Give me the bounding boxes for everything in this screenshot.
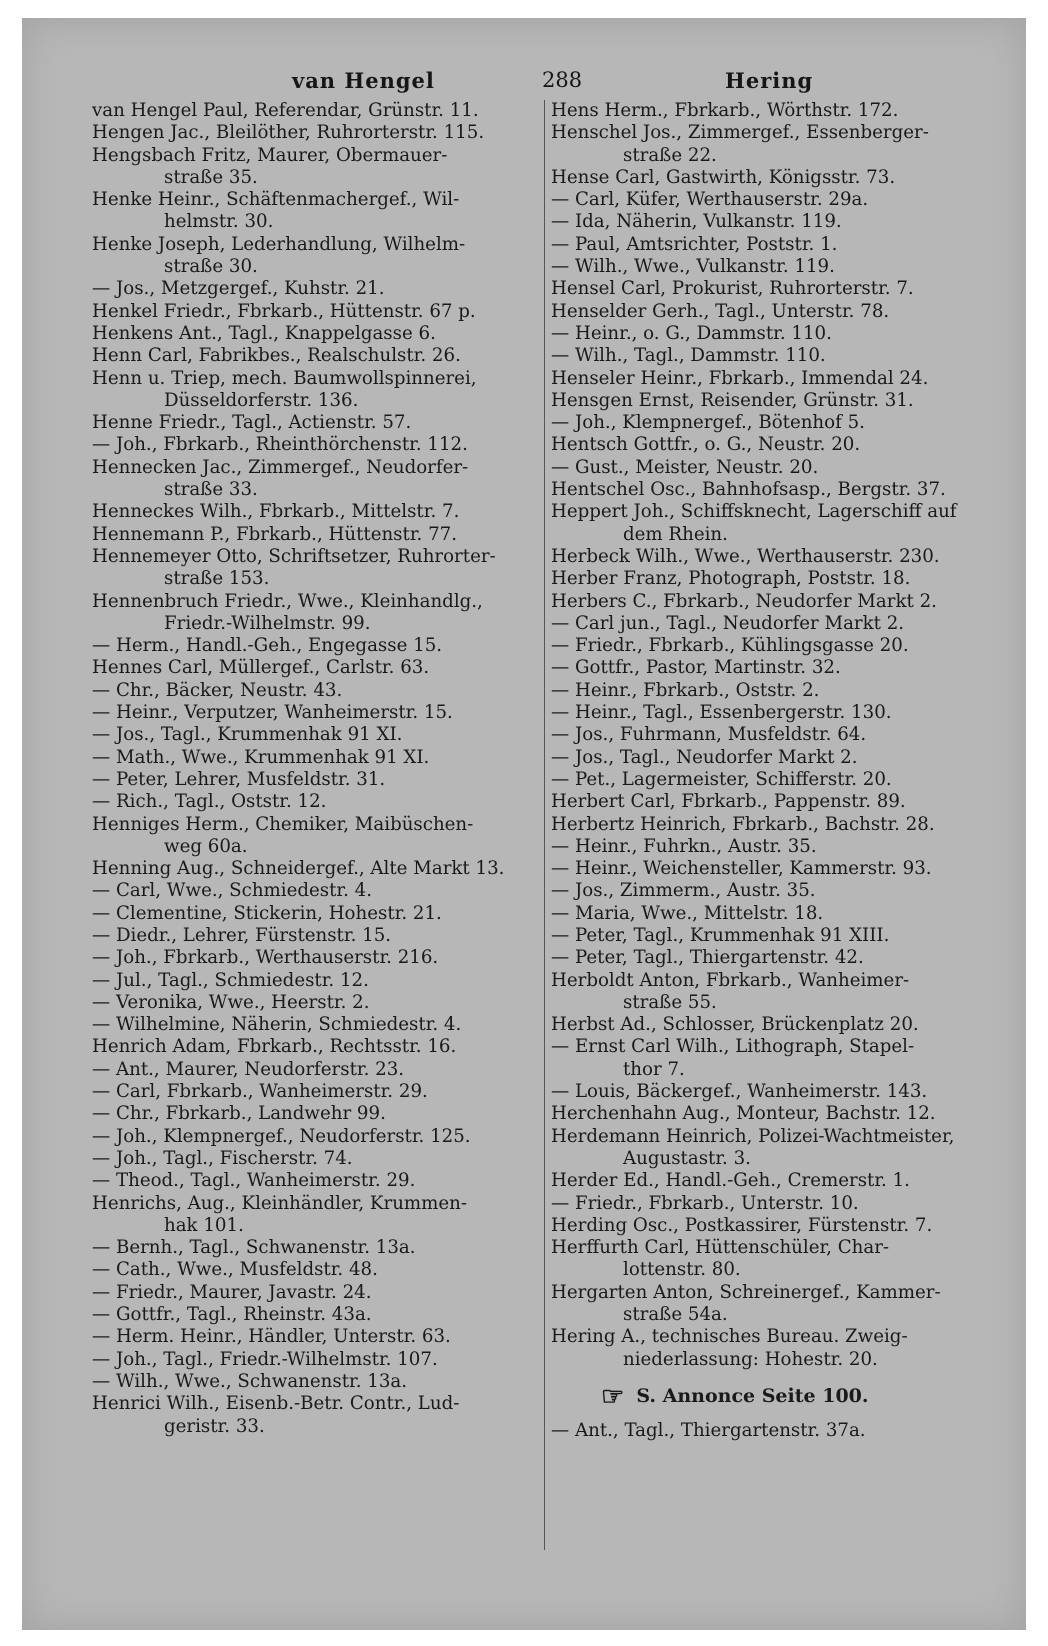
directory-entry (551, 858, 1001, 880)
entry-text: — Diedr., Lehrer, Fürstenstr. 15. (92, 924, 392, 946)
directory-entry (551, 568, 1001, 590)
entry-text: Herbertz Heinrich, Fbrkarb., Bachstr. 28. (551, 813, 935, 835)
entry-text: Henne Friedr., Tagl., Actienstr. 57. (92, 412, 412, 434)
directory-entry (92, 434, 532, 456)
directory-entry (92, 122, 532, 144)
directory-entry (92, 1081, 532, 1103)
directory-entry (551, 457, 1001, 479)
entry-text: Herdemann Heinrich, Polizei-Wachtmeister, (551, 1125, 955, 1147)
entry-text: — Heinr., Fuhrkn., Austr. 35. (551, 835, 817, 857)
directory-entry (551, 345, 1001, 367)
entry-text: — Ant., Maurer, Neudorferstr. 23. (92, 1058, 405, 1080)
entry-text: Hennemann P., Fbrkarb., Hüttenstr. 77. (92, 523, 457, 545)
entry-text: — Heinr., Verputzer, Wanheimerstr. 15. (92, 702, 453, 724)
entry-text: Herchenhahn Aug., Monteur, Bachstr. 12. (551, 1103, 936, 1125)
page-number: 288 (542, 68, 583, 92)
entry-text: — Wilh., Tagl., Dammstr. 110. (551, 345, 826, 367)
directory-entry (92, 546, 532, 591)
directory-entry (92, 189, 532, 234)
entry-text: Hering A., technisches Bureau. Zweig- (551, 1326, 908, 1348)
directory-entry (92, 791, 532, 813)
entry-text: Henkel Friedr., Fbrkarb., Hüttenstr. 67 p. (92, 300, 476, 322)
entry-text: Henning Aug., Schneidergef., Alte Markt 13. (92, 858, 505, 880)
entry-continuation: straße 33. (164, 479, 258, 501)
entry-text: — Ant., Tagl., Thiergartenstr. 37a. (551, 1420, 866, 1442)
entry-text: Henrichs, Aug., Kleinhändler, Krummen- (92, 1192, 468, 1214)
entry-text: Hensgen Ernst, Reisender, Grünstr. 31. (551, 389, 914, 411)
entry-continuation: lottenstr. 80. (623, 1259, 741, 1281)
pointing-hand-icon: ☞ (601, 1381, 625, 1412)
directory-entry (92, 769, 532, 791)
entry-text: — Heinr., Tagl., Essenbergerstr. 130. (551, 702, 892, 724)
directory-entry (92, 412, 532, 434)
entry-text: — Friedr., Fbrkarb., Kühlingsgasse 20. (551, 635, 909, 657)
directory-entry (551, 769, 1001, 791)
directory-entry (92, 591, 532, 636)
directory-entry (92, 368, 532, 413)
entry-text: — Joh., Tagl., Fischerstr. 74. (92, 1147, 353, 1169)
entry-continuation: straße 30. (164, 256, 258, 278)
entry-text: — Jos., Fuhrmann, Musfeldstr. 64. (551, 724, 867, 746)
entry-text: van Hengel Paul, Referendar, Grünstr. 11. (92, 100, 479, 121)
entry-text: — Clementine, Stickerin, Hohestr. 21. (92, 902, 442, 924)
directory-entry (92, 1014, 532, 1036)
entry-text: Henschel Jos., Zimmergef., Essenberger- (551, 122, 929, 144)
entry-text: — Carl, Fbrkarb., Wanheimerstr. 29. (92, 1081, 428, 1103)
directory-entry (92, 145, 532, 190)
directory-entry (551, 702, 1001, 724)
entry-continuation: straße 153. (164, 568, 270, 590)
entry-text: — Heinr., o. G., Dammstr. 110. (551, 322, 832, 344)
running-head-right: Hering (725, 68, 814, 93)
annonce-text: S. Annonce Seite 100. (636, 1384, 869, 1407)
directory-entry (551, 234, 1001, 256)
entry-text: — Herm., Handl.-Geh., Engegasse 15. (92, 635, 443, 657)
directory-entry (92, 947, 532, 969)
entry-text: — Heinr., Fbrkarb., Oststr. 2. (551, 679, 820, 701)
entry-text: Henke Joseph, Lederhandlung, Wilhelm- (92, 233, 466, 255)
entry-text: Herder Ed., Handl.-Geh., Cremerstr. 1. (551, 1170, 910, 1192)
left-column (92, 100, 532, 1438)
entry-text: — Chr., Fbrkarb., Landwehr 99. (92, 1103, 386, 1125)
entry-text: — Paul, Amtsrichter, Poststr. 1. (551, 233, 838, 255)
directory-entry (551, 1237, 1001, 1282)
directory-entry (551, 412, 1001, 434)
directory-entry (92, 501, 532, 523)
entry-text: Hentsch Gottfr., o. G., Neustr. 20. (551, 434, 861, 456)
entry-continuation: straße 54a. (623, 1304, 728, 1326)
directory-entry (551, 434, 1001, 456)
entry-text: — Gust., Meister, Neustr. 20. (551, 456, 819, 478)
directory-entry (551, 1326, 1001, 1371)
directory-entry (551, 1170, 1001, 1192)
entry-text: — Gottfr., Tagl., Rheinstr. 43a. (92, 1304, 372, 1326)
directory-entry (92, 1193, 532, 1238)
directory-entry (92, 724, 532, 746)
entry-text: — Rich., Tagl., Oststr. 12. (92, 791, 327, 813)
directory-entry (92, 1036, 532, 1058)
directory-entry (551, 301, 1001, 323)
directory-entry (92, 880, 532, 902)
column-divider (544, 100, 545, 1550)
directory-entry (551, 925, 1001, 947)
entry-text: — Theod., Tagl., Wanheimerstr. 29. (92, 1170, 416, 1192)
entry-text: Herbert Carl, Fbrkarb., Pappenstr. 89. (551, 791, 906, 813)
entry-text: Henneckes Wilh., Fbrkarb., Mittelstr. 7. (92, 501, 460, 523)
directory-entry (551, 591, 1001, 613)
entry-text: — Joh., Fbrkarb., Werthauserstr. 216. (92, 947, 439, 969)
directory-entry (551, 501, 1001, 546)
entry-text: — Carl jun., Tagl., Neudorfer Markt 2. (551, 612, 905, 634)
entry-text: — Heinr., Weichensteller, Kammerstr. 93. (551, 858, 932, 880)
directory-entry (551, 211, 1001, 233)
entry-text: — Peter, Tagl., Krummenhak 91 XIII. (551, 924, 890, 946)
directory-entry (92, 1349, 532, 1371)
entry-text: — Cath., Wwe., Musfeldstr. 48. (92, 1259, 378, 1281)
entry-text: Herber Franz, Photograph, Poststr. 18. (551, 568, 911, 590)
entry-text: Henseler Heinr., Fbrkarb., Immendal 24. (551, 367, 929, 389)
directory-entry (551, 613, 1001, 635)
directory-entry (551, 256, 1001, 278)
entry-text: Hennes Carl, Müllergef., Carlstr. 63. (92, 657, 430, 679)
directory-entry (551, 1036, 1001, 1081)
directory-entry (551, 189, 1001, 211)
directory-entry (92, 657, 532, 679)
entry-text: — Joh., Klempnergef., Bötenhof 5. (551, 412, 865, 434)
entry-text: Herding Osc., Postkassirer, Fürstenstr. 7. (551, 1214, 933, 1236)
entry-text: — Wilh., Wwe., Schwanenstr. 13a. (92, 1370, 408, 1392)
entry-text: Heppert Joh., Schiffsknecht, Lagerschiff auf (551, 501, 957, 523)
entry-text: — Carl, Küfer, Werthauserstr. 29a. (551, 189, 869, 211)
directory-entry (551, 390, 1001, 412)
directory-entry (92, 234, 532, 279)
directory-entry (551, 791, 1001, 813)
directory-entry (92, 1282, 532, 1304)
entry-text: Henke Heinr., Schäftenmachergef., Wil- (92, 189, 460, 211)
entry-continuation: geristr. 33. (164, 1415, 265, 1437)
entry-continuation: straße 22. (623, 144, 717, 166)
directory-entry (92, 1371, 532, 1393)
entry-text: — Ida, Näherin, Vulkanstr. 119. (551, 211, 842, 233)
directory-entry (92, 992, 532, 1014)
directory-entry (551, 323, 1001, 345)
entry-text: Herbst Ad., Schlosser, Brückenplatz 20. (551, 1014, 919, 1036)
directory-entry (551, 635, 1001, 657)
entry-text: — Jul., Tagl., Schmiedestr. 12. (92, 969, 369, 991)
directory-entry (92, 680, 532, 702)
directory-entry (92, 1259, 532, 1281)
entry-continuation: dem Rhein. (623, 523, 728, 545)
directory-entry (92, 858, 532, 880)
entry-text: Henselder Gerh., Tagl., Unterstr. 78. (551, 300, 890, 322)
entry-text: Henniges Herm., Chemiker, Maibüschen- (92, 813, 474, 835)
directory-entry (551, 122, 1001, 167)
directory-entry (92, 100, 532, 122)
entry-continuation: weg 60a. (164, 835, 248, 857)
entry-text: Hensel Carl, Prokurist, Ruhrorterstr. 7. (551, 278, 914, 300)
entry-text: — Joh., Fbrkarb., Rheinthörchenstr. 112. (92, 434, 468, 456)
entry-continuation: Düsseldorferstr. 136. (164, 389, 359, 411)
entry-continuation: niederlassung: Hohestr. 20. (623, 1348, 878, 1370)
entry-continuation: Friedr.-Wilhelmstr. 99. (164, 612, 371, 634)
directory-entry (551, 1282, 1001, 1327)
directory-entry (92, 1304, 532, 1326)
entry-text: Hergarten Anton, Schreinergef., Kammer- (551, 1281, 941, 1303)
entry-text: Hentschel Osc., Bahnhofsasp., Bergstr. 37. (551, 479, 946, 501)
entry-text: — Pet., Lagermeister, Schifferstr. 20. (551, 768, 892, 790)
entry-text: Herboldt Anton, Fbrkarb., Wanheimer- (551, 969, 910, 991)
entry-text: — Wilh., Wwe., Vulkanstr. 119. (551, 256, 835, 278)
entry-text: — Jos., Tagl., Krummenhak 91 XI. (92, 724, 403, 746)
directory-entry (92, 1148, 532, 1170)
directory-entry (92, 278, 532, 300)
directory-entry (551, 1014, 1001, 1036)
entry-text: — Joh., Klempnergef., Neudorferstr. 125. (92, 1125, 471, 1147)
entry-text: — Veronika, Wwe., Heerstr. 2. (92, 991, 370, 1013)
directory-entry (551, 368, 1001, 390)
directory-entry (92, 635, 532, 657)
entry-text: — Jos., Zimmerm., Austr. 35. (551, 880, 816, 902)
directory-entry (551, 278, 1001, 300)
entry-text: — Jos., Tagl., Neudorfer Markt 2. (551, 746, 858, 768)
entry-text: Henn Carl, Fabrikbes., Realschulstr. 26. (92, 345, 461, 367)
directory-entry (92, 1326, 532, 1348)
directory-entry (551, 657, 1001, 679)
directory-entry (551, 1193, 1001, 1215)
entry-text: Hengen Jac., Bleilöther, Ruhrorterstr. 115. (92, 122, 485, 144)
entry-continuation: Augustastr. 3. (623, 1147, 751, 1169)
directory-entry (551, 880, 1001, 902)
entry-text: Hennemeyer Otto, Schriftsetzer, Ruhrorter- (92, 545, 496, 567)
directory-entry (551, 903, 1001, 925)
directory-entry (92, 1126, 532, 1148)
entry-text: Herbers C., Fbrkarb., Neudorfer Markt 2. (551, 590, 937, 612)
directory-entry (92, 903, 532, 925)
directory-entry (551, 1103, 1001, 1125)
entry-continuation: straße 35. (164, 166, 258, 188)
entry-text: — Gottfr., Pastor, Martinstr. 32. (551, 657, 841, 679)
directory-entry (551, 970, 1001, 1015)
directory-entry (551, 814, 1001, 836)
entry-text: — Maria, Wwe., Mittelstr. 18. (551, 902, 824, 924)
directory-entry (92, 814, 532, 859)
entry-text: — Friedr., Fbrkarb., Unterstr. 10. (551, 1192, 859, 1214)
annonce-reference (551, 1381, 1001, 1412)
entry-text: Henkens Ant., Tagl., Knappelgasse 6. (92, 322, 436, 344)
directory-entry (92, 1059, 532, 1081)
entry-text: Hennecken Jac., Zimmergef., Neudorfer- (92, 456, 469, 478)
directory-entry (551, 100, 1001, 122)
directory-entry (92, 970, 532, 992)
directory-entry (551, 1081, 1001, 1103)
directory-entry (92, 1103, 532, 1125)
directory-entry (92, 1393, 532, 1438)
entry-text: — Bernh., Tagl., Schwanenstr. 13a. (92, 1237, 416, 1259)
directory-entry (92, 1170, 532, 1192)
directory-entry (92, 457, 532, 502)
directory-entry (551, 680, 1001, 702)
directory-entry (551, 836, 1001, 858)
entry-text: — Louis, Bäckergef., Wanheimerstr. 143. (551, 1081, 928, 1103)
directory-entry (92, 1237, 532, 1259)
directory-entry (92, 345, 532, 367)
entry-text: Henn u. Triep, mech. Baumwollspinnerei, (92, 367, 477, 389)
directory-entry (92, 925, 532, 947)
right-column (551, 100, 1001, 1443)
directory-entry (92, 323, 532, 345)
entry-text: Hennenbruch Friedr., Wwe., Kleinhandlg., (92, 590, 483, 612)
entry-text: — Wilhelmine, Näherin, Schmiedestr. 4. (92, 1014, 462, 1036)
directory-entry (551, 724, 1001, 746)
entry-text: Herffurth Carl, Hüttenschüler, Char- (551, 1237, 890, 1259)
directory-entry (92, 702, 532, 724)
entry-text: — Ernst Carl Wilh., Lithograph, Stapel- (551, 1036, 915, 1058)
directory-entry (551, 947, 1001, 969)
directory-entry (551, 1420, 1001, 1442)
directory-entry (551, 1126, 1001, 1171)
entry-text: — Friedr., Maurer, Javastr. 24. (92, 1281, 372, 1303)
directory-entry (92, 524, 532, 546)
directory-entry (92, 301, 532, 323)
entry-text: — Peter, Lehrer, Musfeldstr. 31. (92, 768, 386, 790)
running-head-left: van Hengel (292, 68, 435, 93)
entry-text: — Peter, Tagl., Thiergartenstr. 42. (551, 947, 864, 969)
entry-continuation: hak 101. (164, 1214, 244, 1236)
entry-text: — Math., Wwe., Krummenhak 91 XI. (92, 746, 430, 768)
entry-continuation: straße 55. (623, 991, 717, 1013)
entry-text: Hense Carl, Gastwirth, Königsstr. 73. (551, 166, 896, 188)
entry-continuation: thor 7. (623, 1058, 685, 1080)
directory-entry (551, 167, 1001, 189)
entry-text: — Joh., Tagl., Friedr.-Wilhelmstr. 107. (92, 1348, 438, 1370)
entry-text: Henrich Adam, Fbrkarb., Rechtsstr. 16. (92, 1036, 457, 1058)
entry-text: Hens Herm., Fbrkarb., Wörthstr. 172. (551, 100, 899, 121)
entry-text: Herbeck Wilh., Wwe., Werthauserstr. 230. (551, 545, 940, 567)
directory-entry (551, 479, 1001, 501)
directory-entry (551, 1215, 1001, 1237)
directory-entry (551, 546, 1001, 568)
entry-text: Henrici Wilh., Eisenb.-Betr. Contr., Lud- (92, 1393, 460, 1415)
entry-text: Hengsbach Fritz, Maurer, Obermauer- (92, 144, 448, 166)
entry-text: — Carl, Wwe., Schmiedestr. 4. (92, 880, 373, 902)
directory-entry (92, 747, 532, 769)
entry-text: — Jos., Metzgergef., Kuhstr. 21. (92, 278, 385, 300)
entry-text: — Chr., Bäcker, Neustr. 43. (92, 679, 343, 701)
entry-text: — Herm. Heinr., Händler, Unterstr. 63. (92, 1326, 451, 1348)
entry-continuation: helmstr. 30. (164, 211, 274, 233)
directory-entry (551, 747, 1001, 769)
